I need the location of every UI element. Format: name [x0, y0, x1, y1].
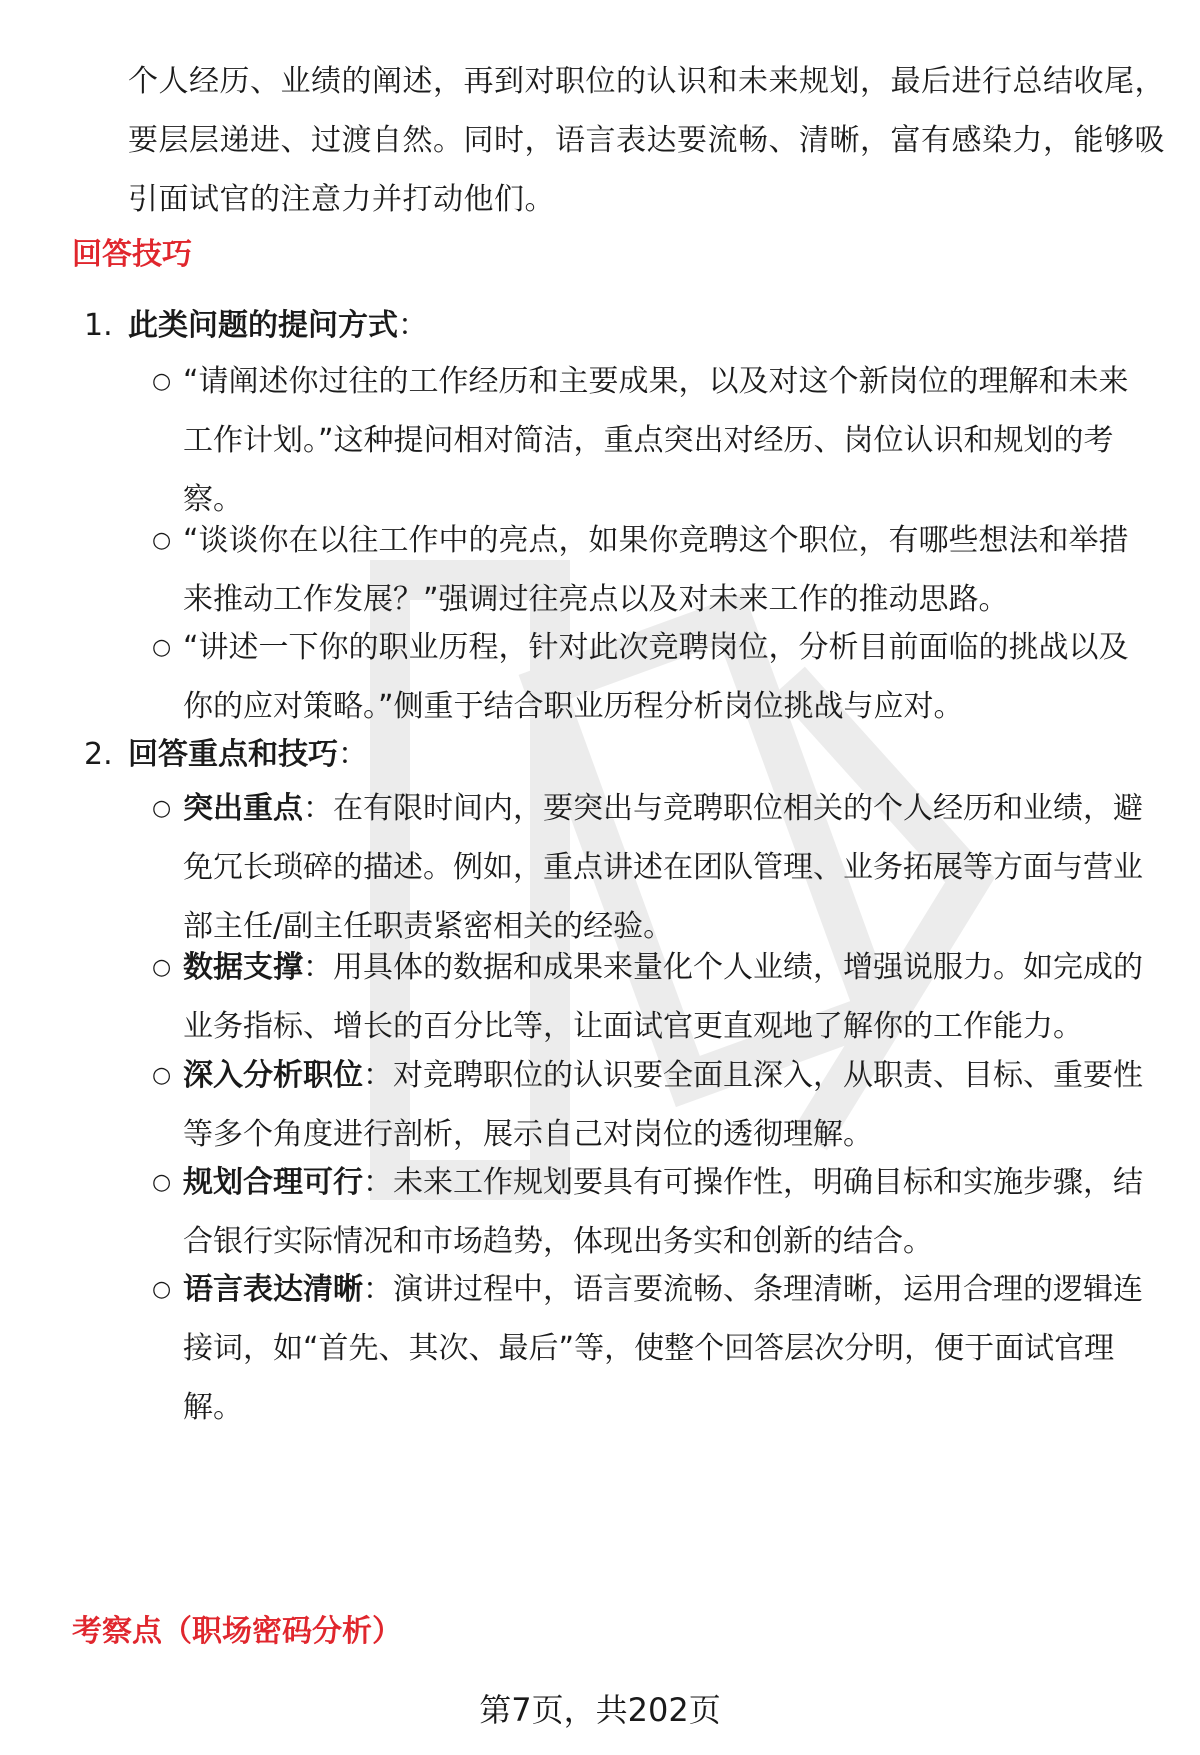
sub-item-text: ：用具体的数据和成果来量化个人业绩，增强说服力。如完成的: [303, 950, 1143, 985]
sub-item-bold: 语言表达清晰: [183, 1272, 363, 1307]
sub-item-line: 免冗长琐碎的描述。例如，重点讲述在团队管理、业务拓展等方面与营业: [183, 850, 1143, 885]
sub-item-line: 接词，如“首先、其次、最后”等，使整个回答层次分明，便于面试官理: [183, 1331, 1115, 1366]
bullet-icon: ○: [152, 1170, 172, 1195]
sub-item-line: 察。: [183, 482, 243, 517]
sub-item-bold: 突出重点: [183, 791, 303, 826]
sub-item: [183, 511, 1143, 629]
sub-item-bold: 规划合理可行: [183, 1165, 363, 1200]
bullet-icon: ○: [152, 955, 172, 980]
bullet-icon: ○: [152, 635, 172, 660]
sub-item-line: 等多个角度进行剖析，展示自己对岗位的透彻理解。: [183, 1117, 873, 1152]
bullet-icon: ○: [152, 1063, 172, 1088]
sub-item-line: “讲述一下你的职业历程，针对此次竞聘岗位，分析目前面临的挑战以及: [183, 630, 1129, 665]
sub-item-bold: 深入分析职位: [183, 1058, 363, 1093]
bullet-icon: ○: [152, 796, 172, 821]
sub-item-bold: 数据支撑: [183, 950, 303, 985]
bullet-icon: ○: [152, 369, 172, 394]
sub-item-line: [183, 1260, 1143, 1319]
sub-item-text: ：未来工作规划要具有可操作性，明确目标和实施步骤，结: [363, 1165, 1143, 1200]
sub-item-line: [183, 938, 1143, 997]
sub-item: [183, 1153, 1143, 1271]
sub-item-line: [183, 779, 1143, 838]
sub-item-text: ：对竞聘职位的认识要全面且深入，从职责、目标、重要性: [363, 1058, 1143, 1093]
list-item-suffix: ：: [338, 737, 368, 772]
sub-item-line: “谈谈你在以往工作中的亮点，如果你竞聘这个职位，有哪些想法和举措: [183, 523, 1129, 558]
intro-paragraph: [128, 52, 1165, 229]
sub-item: [183, 1046, 1143, 1164]
sub-item-text: ：演讲过程中，语言要流畅、条理清晰，运用合理的逻辑连: [363, 1272, 1143, 1307]
sub-item-text: ：在有限时间内，要突出与竞聘职位相关的个人经历和业绩，避: [303, 791, 1143, 826]
sub-item: [183, 618, 1143, 736]
list-item-suffix: ：: [398, 308, 428, 343]
sub-item-line: 你的应对策略。”侧重于结合职业历程分析岗位挑战与应对。: [183, 689, 964, 724]
list-number: 1.: [84, 308, 113, 343]
sub-item-line: “请阐述你过往的工作经历和主要成果，以及对这个新岗位的理解和未来: [183, 364, 1129, 399]
sub-item-line: 工作计划。”这种提问相对简洁，重点突出对经历、岗位认识和规划的考: [183, 423, 1114, 458]
intro-line: 个人经历、业绩的阐述，再到对职位的认识和未来规划，最后进行总结收尾，: [128, 64, 1165, 99]
sub-item-line: [183, 1046, 1143, 1105]
sub-item-line: [183, 1153, 1143, 1212]
page-number-footer: 第7页，共202页: [479, 1691, 721, 1729]
sub-item-line: 来推动工作发展？”强调过往亮点以及对未来工作的推动思路。: [183, 582, 1009, 617]
list-item-title: 回答重点和技巧: [128, 737, 338, 772]
list-number: 2.: [84, 737, 113, 772]
bullet-icon: ○: [152, 1277, 172, 1302]
sub-item: [183, 938, 1143, 1056]
list-item-1: [84, 296, 428, 355]
list-item-title: 此类问题的提问方式: [128, 308, 398, 343]
list-item-2: [84, 725, 368, 784]
intro-line: 引面试官的注意力并打动他们。: [128, 182, 555, 217]
sub-item-line: 部主任/副主任职责紧密相关的经验。: [183, 909, 674, 944]
sub-item-line: 合银行实际情况和市场趋势，体现出务实和创新的结合。: [183, 1224, 933, 1259]
sub-item-line: 解。: [183, 1390, 243, 1425]
sub-item: [183, 1260, 1143, 1437]
intro-line: 要层层递进、过渡自然。同时，语言表达要流畅、清晰，富有感染力，能够吸: [128, 123, 1165, 158]
sub-item-line: 业务指标、增长的百分比等，让面试官更直观地了解你的工作能力。: [183, 1009, 1083, 1044]
sub-item: [183, 779, 1143, 956]
section-heading-answer-tips: 回答技巧: [72, 237, 192, 272]
section-heading-assessment-points: 考察点（职场密码分析）: [72, 1614, 402, 1649]
bullet-icon: ○: [152, 528, 172, 553]
sub-item: [183, 352, 1143, 529]
